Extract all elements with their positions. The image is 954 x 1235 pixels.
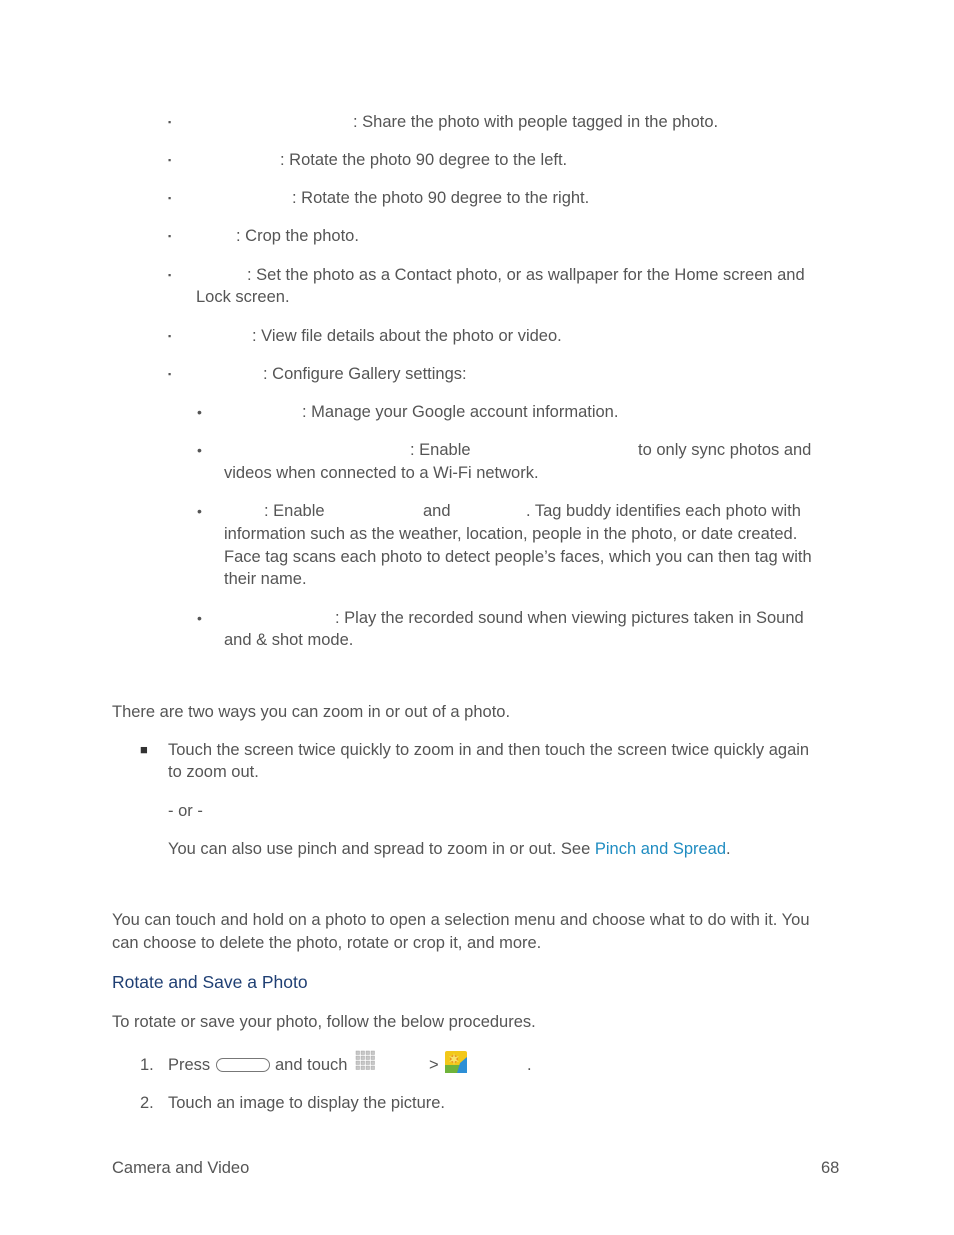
rotate-intro: To rotate or save your photo, follow the below procedures. (112, 1013, 536, 1031)
tags-desc-d: information such as the weather, location, people in the photo, or date created. (224, 525, 798, 543)
hold-para-a: You can touch and hold on a photo to open a selection menu and choose what to do with it. You (112, 911, 810, 929)
sync-desc-b: to only sync photos and (638, 441, 812, 459)
step1-end: . (527, 1056, 532, 1074)
page-number: 68 (821, 1159, 840, 1177)
or-separator: - or - (168, 802, 203, 820)
step1-press: Press (168, 1056, 211, 1074)
sub-bullet: • (197, 503, 202, 519)
sub-bullet: • (197, 404, 202, 420)
share-tagged-desc: : Share the photo with people tagged in the photo. (353, 113, 719, 131)
details-desc: : View file details about the photo or video. (252, 327, 562, 345)
settings-desc: : Configure Gallery settings: (263, 365, 467, 383)
home-button-icon (216, 1058, 270, 1072)
pinch-spread-link[interactable]: Pinch and Spread (594, 840, 727, 858)
tags-desc-c: . Tag buddy identifies each photo with (526, 502, 801, 520)
list-marker: ▪ (168, 331, 172, 341)
pinch-text: You can also use pinch and spread to zoom in or out. See (168, 840, 591, 858)
tags-desc-a: : Enable (264, 502, 325, 520)
tags-desc-f: their name. (224, 570, 307, 588)
account-desc: : Manage your Google account information. (302, 403, 619, 421)
hold-para-b: can choose to delete the photo, rotate or crop it, and more. (112, 934, 542, 952)
step-number: 2. (140, 1094, 154, 1112)
rotate-right-desc: : Rotate the photo 90 degree to the right. (292, 189, 590, 207)
step-number: 1. (140, 1056, 154, 1074)
list-marker: ▪ (168, 155, 172, 165)
zoom-intro: There are two ways you can zoom in or out of a photo. (112, 703, 511, 721)
zoom-item-b: to zoom out. (168, 763, 259, 781)
step1-gt: > (429, 1056, 439, 1074)
sync-desc-c: videos when connected to a Wi-Fi network. (224, 464, 539, 482)
list-marker: ▪ (168, 369, 172, 379)
sub-bullet: • (197, 442, 202, 458)
gallery-icon (445, 1051, 467, 1073)
crop-desc: : Crop the photo. (236, 227, 359, 245)
section-heading: Rotate and Save a Photo (112, 972, 308, 992)
tags-desc-e: Face tag scans each photo to detect people’s faces, which you can then tag with (224, 548, 812, 566)
pinch-period: . (726, 840, 731, 858)
list-marker: ▪ (168, 193, 172, 203)
footer-section: Camera and Video (112, 1159, 250, 1177)
step1-and-touch: and touch (275, 1056, 348, 1074)
square-bullet: ■ (140, 742, 148, 757)
tags-desc-b: and (423, 502, 451, 520)
set-as-desc: : Set the photo as a Contact photo, or as wallpaper for the Home screen and (247, 266, 805, 284)
sub-bullet: • (197, 610, 202, 626)
rotate-left-desc: : Rotate the photo 90 degree to the left. (280, 151, 568, 169)
zoom-item-a: Touch the screen twice quickly to zoom in and then touch the screen twice quickly again (168, 741, 810, 759)
sync-desc-a: : Enable (410, 441, 471, 459)
sound-desc-b: and & shot mode. (224, 631, 354, 649)
set-as-desc-cont: Lock screen. (196, 288, 290, 306)
step2-text: Touch an image to display the picture. (168, 1094, 445, 1112)
list-marker: ▪ (168, 270, 172, 280)
list-marker: ▪ (168, 117, 172, 127)
list-marker: ▪ (168, 231, 172, 241)
pinch-sentence (168, 838, 731, 860)
sound-desc-a: : Play the recorded sound when viewing pictures taken in Sound (335, 609, 804, 627)
apps-grid-icon (355, 1050, 377, 1072)
